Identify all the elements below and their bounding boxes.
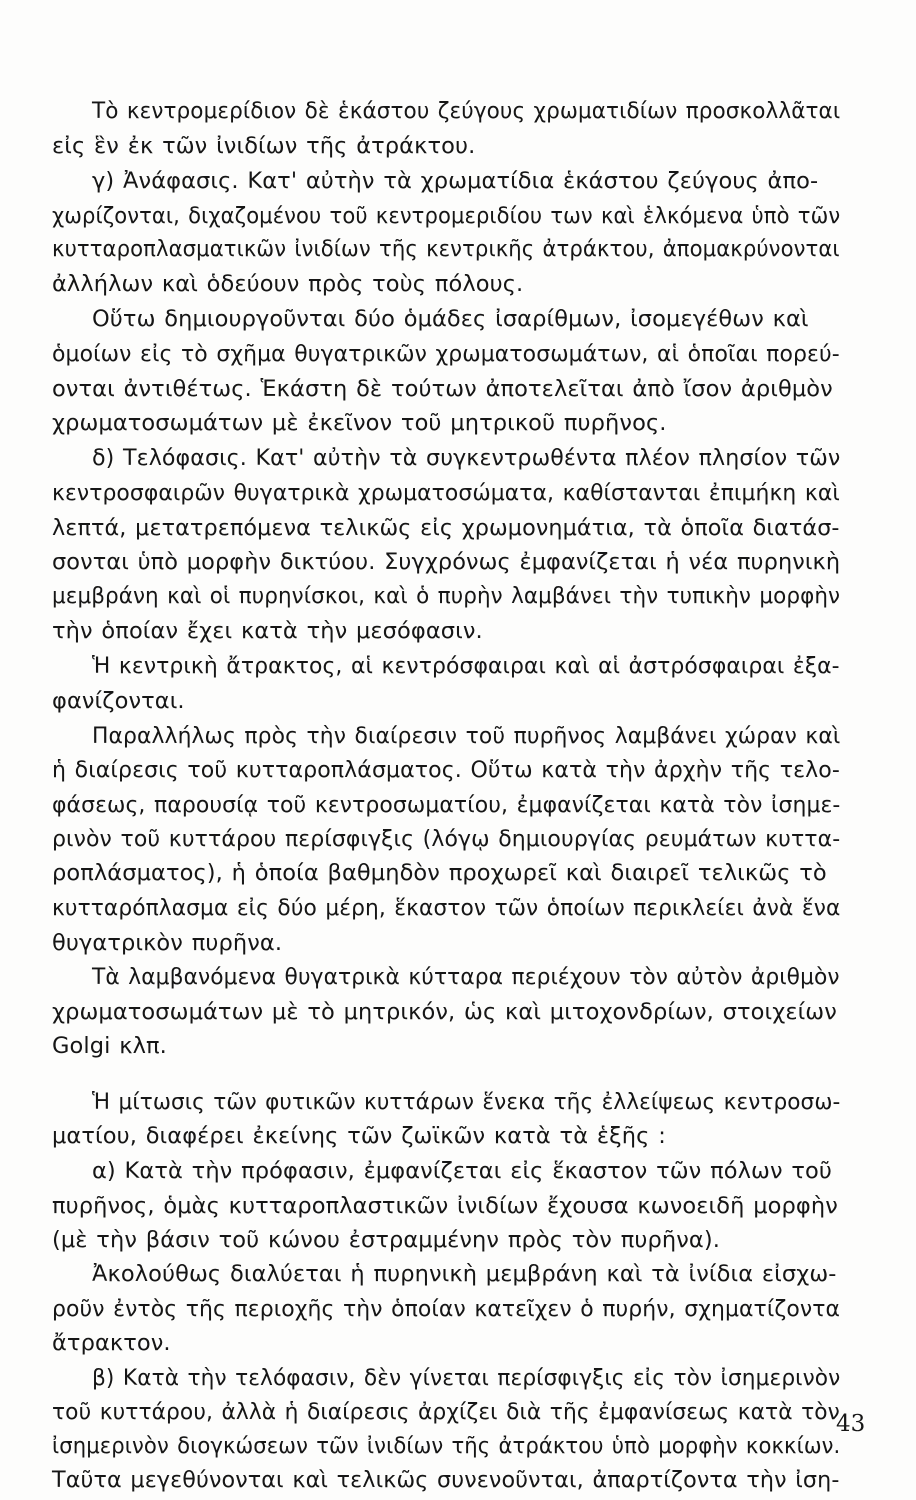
text-line: ἰσημερινὸν διογκώσεων τῶν ἰνιδίων τῆς ἀτράκτου ὑπὸ μορφὴν κοκκίων.	[52, 1433, 841, 1459]
text-line: ὁμοίων εἰς τὸ σχῆμα θυγατρικῶν χρωματοσωμάτων, αἱ ὁποῖαι πορεύ-	[52, 341, 840, 367]
text-line: (μὲ τὴν βάσιν τοῦ κώνου ἐστραμμένην πρὸς τὸν πυρῆνα).	[52, 1227, 720, 1253]
text-line: ροῦν ἐντὸς τῆς περιοχῆς τὴν ὁποίαν κατεῖχεν ὁ πυρήν, σχηματίζοντα	[52, 1296, 841, 1322]
text-line: κεντροσφαιρῶν θυγατρικὰ χρωματοσώματα, καθίστανται ἐπιμήκη καὶ	[52, 480, 840, 506]
text-line: χρωματοσωμάτων μὲ ἐκεῖνον τοῦ μητρικοῦ πυρῆνος.	[52, 410, 667, 436]
text-line: εἰς ἓν ἐκ τῶν ἰνιδίων τῆς ἀτράκτου.	[52, 133, 476, 159]
text-line: Ἀκολούθως διαλύεται ἡ πυρηνικὴ μεμβράνη καὶ τὰ ἰνίδια εἰσχω-	[92, 1261, 837, 1287]
text-line: ἡ διαίρεσις τοῦ κυτταροπλάσματος. Οὕτω κατὰ τὴν ἀρχὴν τῆς τελο-	[52, 757, 840, 783]
text-line: β) Κατὰ τὴν τελόφασιν, δὲν γίνεται περίσφιγξις εἰς τὸν ἰσημερινὸν	[92, 1365, 841, 1391]
text-line: κυτταρόπλασμα εἰς δύο μέρη, ἕκαστον τῶν ὁποίων περικλείει ἀνὰ ἕνα	[52, 895, 841, 921]
text-line: α) Κατὰ τὴν πρόφασιν, ἐμφανίζεται εἰς ἕκαστον τῶν πόλων τοῦ	[92, 1158, 833, 1184]
text-line: ματίου, διαφέρει ἐκείνης τῶν ζωϊκῶν κατὰ τὰ ἑξῆς :	[52, 1123, 666, 1149]
text-line: ρινὸν τοῦ κυττάρου περίσφιγξις (λόγῳ δημιουργίας ρευμάτων κυττα-	[52, 826, 841, 852]
text-line: χωρίζονται, διχαζομένου τοῦ κεντρομεριδίου των καὶ ἑλκόμενα ὑπὸ τῶν	[52, 203, 841, 229]
text-line: ἄτρακτον.	[52, 1330, 171, 1356]
text-line: πυρῆνος, ὁμὰς κυτταροπλαστικῶν ἰνιδίων ἔχουσα κωνοειδῆ μορφὴν	[52, 1193, 838, 1219]
text-line: μεμβράνη καὶ οἱ πυρηνίσκοι, καὶ ὁ πυρὴν λαμβάνει τὴν τυπικὴν μορφὴν	[52, 583, 841, 609]
text-line: φανίζονται.	[52, 688, 185, 714]
text-line: γ) Ἀνάφασις. Κατ' αὐτὴν τὰ χρωματίδια ἑκάστου ζεύγους ἀπο-	[92, 168, 819, 194]
text-line: Ταῦτα μεγεθύνονται καὶ τελικῶς συνενοῦνται, ἀπαρτίζοντα τὴν ἰση-	[52, 1467, 840, 1493]
text-line: ονται ἀντιθέτως. Ἑκάστη δὲ τούτων ἀποτελεῖται ἀπὸ ἴσον ἀριθμὸν	[52, 376, 833, 402]
text-line: φάσεως, παρουσίᾳ τοῦ κεντροσωματίου, ἐμφανίζεται κατὰ τὸν ἰσημε-	[52, 792, 841, 818]
text-line: Ἡ κεντρικὴ ἄτρακτος, αἱ κεντρόσφαιραι καὶ αἱ ἀστρόσφαιραι ἐξα-	[92, 653, 840, 679]
text-line: Τὸ κεντρομερίδιον δὲ ἑκάστου ζεύγους χρωματιδίων προσκολλᾶται	[92, 98, 841, 124]
text-line: Τὰ λαμβανόμενα θυγατρικὰ κύτταρα περιέχουν τὸν αὐτὸν ἀριθμὸν	[92, 964, 840, 990]
text-line: Παραλλήλως πρὸς τὴν διαίρεσιν τοῦ πυρῆνος λαμβάνει χώραν καὶ	[92, 723, 841, 749]
page-number: 43	[836, 1411, 866, 1437]
text-line: τοῦ κυττάρου, ἀλλὰ ἡ διαίρεσις ἀρχίζει διὰ τῆς ἐμφανίσεως κατὰ τὸν	[52, 1399, 840, 1425]
text-line: Ἡ μίτωσις τῶν φυτικῶν κυττάρων ἕνεκα τῆς ἐλλείψεως κεντροσω-	[92, 1089, 841, 1115]
text-line: Golgi κλπ.	[52, 1033, 167, 1059]
text-line: λεπτά, μετατρεπόμενα τελικῶς εἰς χρωμονημάτια, τὰ ὁποῖα διατάσ-	[52, 515, 840, 541]
text-line: δ) Τελόφασις. Κατ' αὐτὴν τὰ συγκεντρωθέντα πλέον πλησίον τῶν	[92, 445, 841, 471]
text-line: ροπλάσματος), ἡ ὁποία βαθμηδὸν προχωρεῖ καὶ διαιρεῖ τελικῶς τὸ	[52, 860, 827, 886]
text-line: θυγατρικὸν πυρῆνα.	[52, 930, 283, 956]
text-line: ἀλλήλων καὶ ὁδεύουν πρὸς τοὺς πόλους.	[52, 271, 524, 297]
text-line: τὴν ὁποίαν ἔχει κατὰ τὴν μεσόφασιν.	[52, 618, 483, 644]
text-line: σονται ὑπὸ μορφὴν δικτύου. Συγχρόνως ἐμφανίζεται ἡ νέα πυρηνικὴ	[52, 549, 841, 575]
text-line: κυτταροπλασματικῶν ἰνιδίων τῆς κεντρικῆς ἀτράκτου, ἀπομακρύνονται	[52, 236, 840, 262]
text-line: Οὕτω δημιουργοῦνται δύο ὁμάδες ἰσαρίθμων, ἰσομεγέθων καὶ	[92, 306, 809, 332]
text-line: χρωματοσωμάτων μὲ τὸ μητρικόν, ὡς καὶ μιτοχονδρίων, στοιχείων	[52, 999, 837, 1025]
